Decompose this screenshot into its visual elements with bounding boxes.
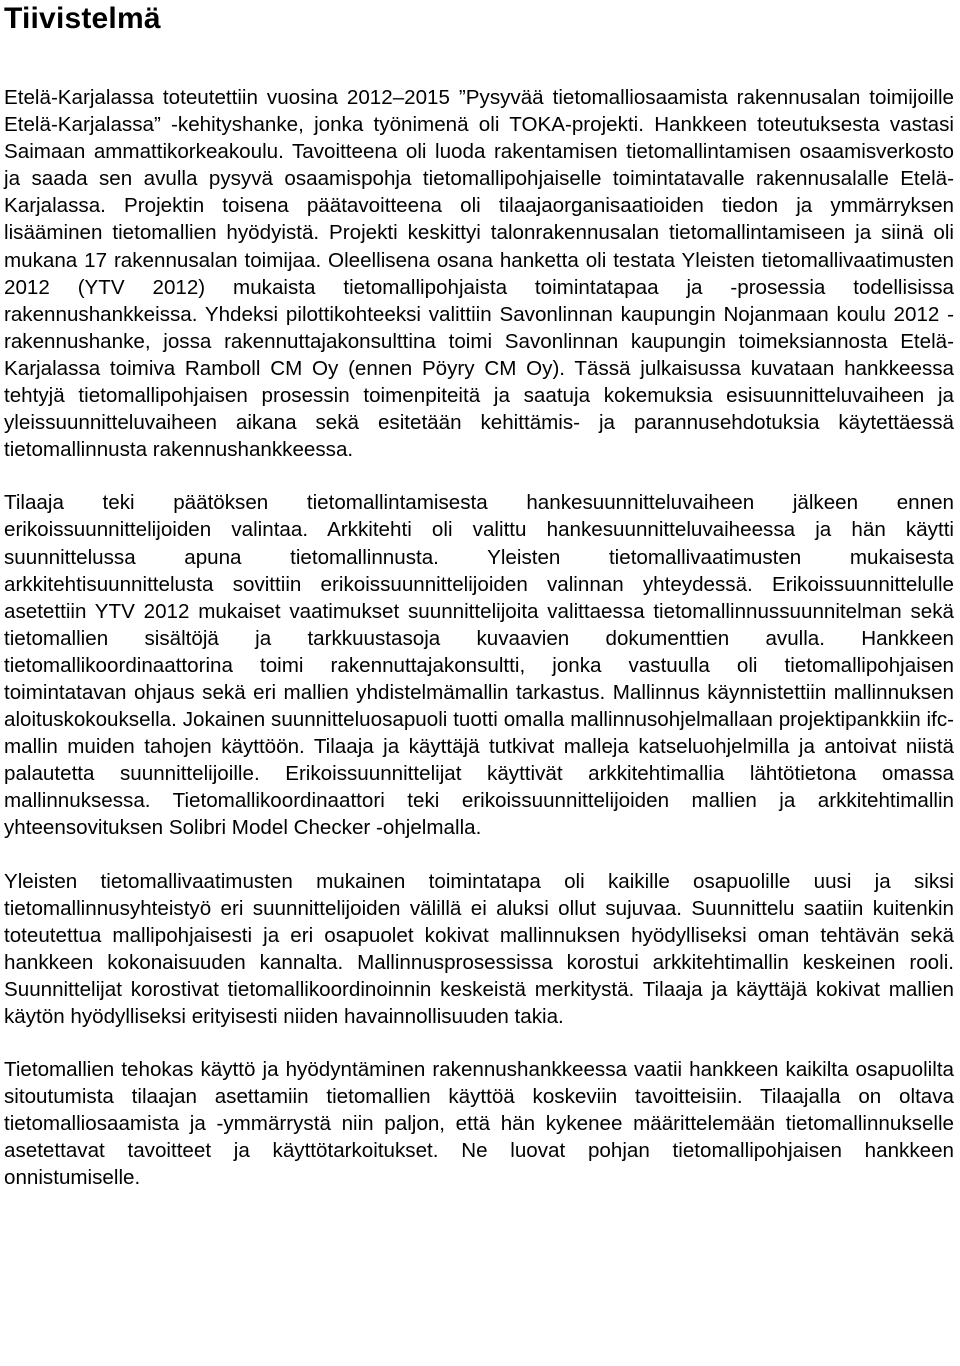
paragraph: Etelä-Karjalassa toteutettiin vuosina 2012–2015 ”Pysyvää tietomalliosaamista rakennusalan toimijoille Etelä-Karjalassa” -kehityshanke, jonka työnimenä oli TOKA-projekti. Hankkeen toteutuksesta vastasi Saimaan ammattikorkeakoulu. Tavoitteena oli luoda rakentamisen tietomallintamisen osaamisverkosto ja saada sen avulla pysyvä osaamispohja tietomallipohjaiselle toimintatavalle rakennusalalle Etelä-Karjalassa. Projektin toisena päätavoitteena oli tilaajaorganisaatioiden tiedon ja ymmärryksen lisääminen tietomallien hyödyistä. Projekti keskittyi talonrakennusalan tietomallintamiseen ja siinä oli mukana 17 rakennusalan toimijaa. Oleellisena osana hanketta oli testata Yleisten tietomallivaatimusten 2012 (YTV 2012) mukaista tietomallipohjaista toimintatapaa ja -prosessia todellisissa rakennushankkeissa. Yhdeksi pilottikohteeksi valittiin Savonlinnan kaupungin Nojanmaan koulu 2012 -rakennushanke, jossa rakennuttajakonsulttina toimi Savonlinnan kaupungin toimeksiannosta Etelä-Karjalassa toimiva Ramboll CM Oy (ennen Pöyry CM Oy). Tässä julkaisussa kuvataan hankkeessa tehtyjä tietomallipohjaisen prosessin toimenpiteitä ja saatuja kokemuksia esisuunnitteluvaiheen ja yleissuunnitteluvaiheen aikana sekä esitetään kehittämis- ja parannusehdotuksia käytettäessä tietomallinnusta rakennushankkeessa.: [4, 86, 954, 462]
paragraph: Tilaaja teki päätöksen tietomallintamisesta hankesuunnitteluvaiheen jälkeen ennen erikoissuunnittelijoiden valintaa. Arkkitehti oli valittu hankesuunnitteluvaiheessa ja hän käytti suunnittelussa apuna tietomallinnusta. Yleisten tietomallivaatimusten mukaisesta arkkitehtisuunnittelusta sovittiin erikoissuunnittelijoiden valinnan yhteydessä. Erikoissuunnittelulle asetettiin YTV 2012 mukaiset vaatimukset suunnittelijoita valittaessa tietomallinnussuunnitelman sekä tietomallien sisältöjä ja tarkkuustasoja kuvaavien dokumenttien avulla. Hankkeen tietomallikoordinaattorina toimi rakennuttajakonsultti, jonka vastuulla oli tietomallipohjaisen toimintatavan ohjaus sekä eri mallien yhdistelmämallin tarkastus. Mallinnus käynnistettiin mallinnuksen aloituskokouksella. Jokainen suunnitteluosapuoli tuotti omalla mallinnusohjelmallaan projektipankkiin ifc-mallin muiden tahojen käyttöön. Tilaaja ja käyttäjä tutkivat malleja katseluohjelmilla ja antoivat niistä palautetta suunnittelijoille. Erikoissuunnittelijat käyttivät arkkitehtimallia lähtötietona omassa mallinnuksessa. Tietomallikoordinaattori teki erikoissuunnittelijoiden mallien ja arkkitehtimallin yhteensovituksen Solibri Model Checker -ohjelmalla.: [4, 491, 954, 840]
paragraph: Tietomallien tehokas käyttö ja hyödyntäminen rakennushankkeessa vaatii hankkeen kaikilta osapuolilta sitoutumista tilaajan asettamiin tietomallien käyttöä koskeviin tavoitteisiin. Tilaajalla on oltava tietomalliosaamista ja -ymmärrystä niin paljon, että hän kykenee määrittelemään tietomallinnukselle asetettavat tavoitteet ja käyttötarkoitukset. Ne luovat pohjan tietomallipohjaisen hankkeen onnistumiselle.: [4, 1058, 954, 1190]
page-title: Tiivistelmä: [4, 2, 161, 35]
body-text: [4, 84, 954, 1192]
paragraph: Yleisten tietomallivaatimusten mukainen toimintatapa oli kaikille osapuolille uusi ja siksi tietomallinnusyhteistyö eri suunnittelijoiden välillä ei aluksi ollut sujuvaa. Suunnittelu saatiin kuitenkin toteutettua mallipohjaisesti ja eri osapuolet kokivat mallinnuksen hyödylliseksi oman tehtävän sekä hankkeen kokonaisuuden kannalta. Mallinnusprosessissa korostui arkkitehtimallin keskeinen rooli. Suunnittelijat korostivat tietomallikoordinoinnin keskeistä merkitystä. Tilaaja ja käyttäjä kokivat mallien käytön hyödylliseksi erityisesti niiden havainnollisuuden takia.: [4, 869, 954, 1028]
